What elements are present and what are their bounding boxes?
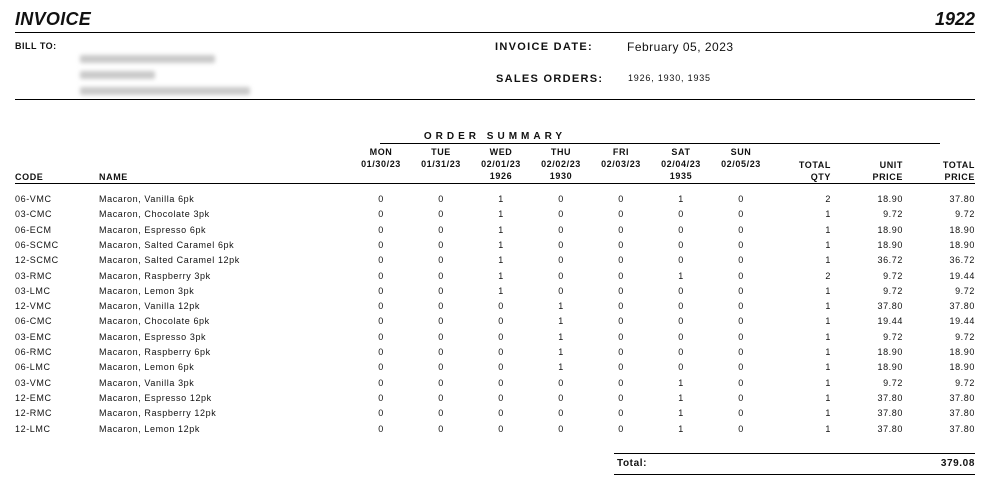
item-day-qty: 1 <box>678 378 684 388</box>
col-day-day: MON <box>369 147 393 157</box>
item-unit-price: 18.90 <box>877 225 903 235</box>
item-day-qty: 0 <box>678 347 684 357</box>
item-unit-price: 36.72 <box>877 255 903 265</box>
item-day-qty: 0 <box>618 286 624 296</box>
item-day-qty: 0 <box>738 378 744 388</box>
col-day-order <box>601 170 641 182</box>
item-day-qty: 0 <box>678 316 684 326</box>
col-code: CODE <box>15 172 44 182</box>
item-day-qty: 0 <box>378 209 384 219</box>
item-code: 12-SCMC <box>15 255 59 265</box>
item-day-qty: 1 <box>558 301 564 311</box>
total-top-rule <box>614 453 975 454</box>
item-day-qty: 0 <box>378 393 384 403</box>
col-day-1 <box>421 146 461 182</box>
item-total-qty: 2 <box>825 194 831 204</box>
item-day-qty: 0 <box>558 378 564 388</box>
item-code: 12-EMC <box>15 393 52 403</box>
item-day-qty: 0 <box>378 286 384 296</box>
item-day-qty: 0 <box>378 225 384 235</box>
item-total-qty: 2 <box>825 271 831 281</box>
item-total-price: 37.80 <box>949 408 975 418</box>
item-day-qty: 1 <box>498 271 504 281</box>
item-day-qty: 0 <box>678 286 684 296</box>
item-day-qty: 0 <box>618 271 624 281</box>
item-day-qty: 0 <box>618 255 624 265</box>
item-name: Macaron, Vanilla 3pk <box>99 378 195 388</box>
item-name: Macaron, Lemon 3pk <box>99 286 195 296</box>
col-day-4 <box>601 146 641 182</box>
item-day-qty: 1 <box>678 393 684 403</box>
item-day-qty: 0 <box>738 286 744 296</box>
item-day-qty: 0 <box>738 408 744 418</box>
item-day-qty: 1 <box>558 347 564 357</box>
item-day-qty: 0 <box>378 408 384 418</box>
item-day-qty: 0 <box>438 194 444 204</box>
item-total-price: 9.72 <box>955 286 975 296</box>
item-day-qty: 0 <box>558 393 564 403</box>
col-day-order <box>421 170 461 182</box>
item-code: 06-ECM <box>15 225 52 235</box>
item-day-qty: 0 <box>618 362 624 372</box>
col-day-day: SUN <box>730 147 752 157</box>
item-name: Macaron, Espresso 3pk <box>99 332 207 342</box>
item-day-qty: 0 <box>738 225 744 235</box>
col-day-day: WED <box>489 147 513 157</box>
item-day-qty: 0 <box>558 286 564 296</box>
item-day-qty: 0 <box>438 408 444 418</box>
col-total-price-line2: PRICE <box>944 172 975 182</box>
item-name: Macaron, Vanilla 12pk <box>99 301 200 311</box>
item-day-qty: 0 <box>738 393 744 403</box>
total-value: 379.08 <box>940 458 975 469</box>
item-day-qty: 0 <box>498 347 504 357</box>
redacted-line-2 <box>80 71 155 79</box>
item-total-qty: 1 <box>825 209 831 219</box>
item-name: Macaron, Salted Caramel 6pk <box>99 240 235 250</box>
item-total-price: 9.72 <box>955 378 975 388</box>
col-unit-price <box>872 159 903 183</box>
item-day-qty: 0 <box>378 271 384 281</box>
col-day-order: 1926 <box>489 171 513 181</box>
col-day-date: 02/05/23 <box>721 159 761 169</box>
order-summary-rule <box>380 143 940 144</box>
invoice-date-value: February 05, 2023 <box>627 40 734 54</box>
item-total-price: 18.90 <box>949 362 975 372</box>
item-name: Macaron, Raspberry 6pk <box>99 347 211 357</box>
item-day-qty: 0 <box>378 424 384 434</box>
item-day-qty: 0 <box>738 347 744 357</box>
item-unit-price: 37.80 <box>877 301 903 311</box>
item-unit-price: 37.80 <box>877 393 903 403</box>
item-code: 12-RMC <box>15 408 53 418</box>
item-name: Macaron, Espresso 12pk <box>99 393 212 403</box>
item-day-qty: 0 <box>378 240 384 250</box>
redacted-line-3 <box>80 87 250 95</box>
header-divider <box>15 32 975 33</box>
item-day-qty: 1 <box>678 424 684 434</box>
item-code: 03-RMC <box>15 271 53 281</box>
item-total-price: 37.80 <box>949 393 975 403</box>
item-day-qty: 0 <box>558 424 564 434</box>
item-unit-price: 9.72 <box>883 286 903 296</box>
item-day-qty: 0 <box>438 271 444 281</box>
col-day-day: FRI <box>612 147 630 157</box>
item-day-qty: 0 <box>498 301 504 311</box>
item-day-qty: 0 <box>738 332 744 342</box>
item-day-qty: 0 <box>438 209 444 219</box>
col-total-qty-line2: QTY <box>810 172 831 182</box>
item-day-qty: 0 <box>438 393 444 403</box>
item-day-qty: 0 <box>498 332 504 342</box>
item-day-qty: 0 <box>498 316 504 326</box>
item-code: 03-VMC <box>15 378 52 388</box>
col-day-date: 02/03/23 <box>601 159 641 169</box>
invoice-number: 1922 <box>934 9 975 29</box>
item-total-price: 18.90 <box>949 347 975 357</box>
item-day-qty: 0 <box>558 240 564 250</box>
col-day-date: 02/04/23 <box>661 159 701 169</box>
item-day-qty: 1 <box>678 408 684 418</box>
item-total-price: 9.72 <box>955 332 975 342</box>
item-day-qty: 0 <box>438 347 444 357</box>
col-total-qty <box>799 159 831 183</box>
item-day-qty: 0 <box>378 378 384 388</box>
item-unit-price: 18.90 <box>877 347 903 357</box>
item-name: Macaron, Raspberry 12pk <box>99 408 217 418</box>
item-code: 06-VMC <box>15 194 52 204</box>
item-unit-price: 18.90 <box>877 194 903 204</box>
item-day-qty: 1 <box>498 225 504 235</box>
item-total-price: 19.44 <box>949 271 975 281</box>
item-code: 06-SCMC <box>15 240 59 250</box>
item-day-qty: 0 <box>618 378 624 388</box>
item-code: 06-CMC <box>15 316 53 326</box>
item-day-qty: 0 <box>618 424 624 434</box>
item-day-qty: 0 <box>378 362 384 372</box>
sales-orders-label: SALES ORDERS: <box>496 73 604 85</box>
item-unit-price: 9.72 <box>883 271 903 281</box>
item-day-qty: 1 <box>498 240 504 250</box>
col-total-price-line1: TOTAL <box>942 160 975 170</box>
item-day-qty: 0 <box>738 424 744 434</box>
item-day-qty: 0 <box>438 424 444 434</box>
item-day-qty: 0 <box>378 316 384 326</box>
item-day-qty: 0 <box>678 255 684 265</box>
item-day-qty: 0 <box>498 362 504 372</box>
item-day-qty: 0 <box>678 209 684 219</box>
item-day-qty: 1 <box>678 194 684 204</box>
item-total-qty: 1 <box>825 347 831 357</box>
order-summary-title: ORDER SUMMARY <box>423 131 567 142</box>
item-total-qty: 1 <box>825 240 831 250</box>
item-unit-price: 9.72 <box>883 332 903 342</box>
item-name: Macaron, Chocolate 3pk <box>99 209 210 219</box>
item-total-price: 18.90 <box>949 240 975 250</box>
item-day-qty: 0 <box>678 225 684 235</box>
item-total-price: 37.80 <box>949 194 975 204</box>
item-unit-price: 37.80 <box>877 408 903 418</box>
item-day-qty: 0 <box>558 271 564 281</box>
item-day-qty: 0 <box>498 424 504 434</box>
item-unit-price: 9.72 <box>883 209 903 219</box>
col-day-order: 1935 <box>669 171 693 181</box>
item-total-price: 36.72 <box>949 255 975 265</box>
item-name: Macaron, Lemon 6pk <box>99 362 195 372</box>
item-total-qty: 1 <box>825 424 831 434</box>
item-day-qty: 0 <box>498 408 504 418</box>
col-day-3 <box>541 146 581 182</box>
item-day-qty: 0 <box>498 393 504 403</box>
item-day-qty: 0 <box>678 240 684 250</box>
item-day-qty: 0 <box>558 408 564 418</box>
item-day-qty: 0 <box>438 332 444 342</box>
item-name: Macaron, Salted Caramel 12pk <box>99 255 240 265</box>
item-day-qty: 0 <box>438 225 444 235</box>
item-name: Macaron, Raspberry 3pk <box>99 271 211 281</box>
item-code: 06-LMC <box>15 362 51 372</box>
item-day-qty: 0 <box>618 347 624 357</box>
item-day-qty: 0 <box>378 301 384 311</box>
item-day-qty: 0 <box>618 408 624 418</box>
item-total-price: 9.72 <box>955 209 975 219</box>
item-day-qty: 1 <box>558 362 564 372</box>
item-name: Macaron, Chocolate 6pk <box>99 316 210 326</box>
item-unit-price: 18.90 <box>877 362 903 372</box>
item-total-qty: 1 <box>825 393 831 403</box>
item-day-qty: 0 <box>438 362 444 372</box>
item-total-qty: 1 <box>825 301 831 311</box>
item-day-qty: 0 <box>378 332 384 342</box>
item-day-qty: 0 <box>738 271 744 281</box>
address-divider <box>15 99 975 100</box>
col-day-date: 01/30/23 <box>361 159 401 169</box>
item-day-qty: 0 <box>378 194 384 204</box>
sales-orders-value: 1926, 1930, 1935 <box>628 73 711 83</box>
item-day-qty: 0 <box>558 194 564 204</box>
col-unit-price-line1: UNIT <box>879 160 903 170</box>
item-day-qty: 0 <box>558 255 564 265</box>
item-day-qty: 1 <box>498 209 504 219</box>
item-day-qty: 0 <box>678 332 684 342</box>
item-day-qty: 0 <box>558 209 564 219</box>
item-day-qty: 0 <box>738 194 744 204</box>
item-day-qty: 0 <box>678 362 684 372</box>
item-day-qty: 0 <box>618 316 624 326</box>
col-day-date: 02/02/23 <box>541 159 581 169</box>
col-day-5 <box>661 146 701 182</box>
item-day-qty: 0 <box>738 316 744 326</box>
col-day-2 <box>481 146 521 182</box>
item-total-qty: 1 <box>825 255 831 265</box>
col-name: NAME <box>99 172 128 182</box>
col-day-date: 01/31/23 <box>421 159 461 169</box>
item-code: 03-LMC <box>15 286 51 296</box>
item-unit-price: 37.80 <box>877 424 903 434</box>
item-total-qty: 1 <box>825 286 831 296</box>
item-total-qty: 1 <box>825 225 831 235</box>
item-day-qty: 0 <box>558 225 564 235</box>
total-bottom-rule <box>614 474 975 475</box>
item-code: 03-EMC <box>15 332 52 342</box>
item-day-qty: 0 <box>738 362 744 372</box>
item-total-price: 37.80 <box>949 424 975 434</box>
col-day-day: SAT <box>671 147 691 157</box>
item-day-qty: 0 <box>738 209 744 219</box>
table-header-divider <box>15 183 975 184</box>
item-day-qty: 1 <box>498 194 504 204</box>
item-day-qty: 0 <box>438 240 444 250</box>
item-day-qty: 1 <box>558 332 564 342</box>
item-day-qty: 0 <box>618 209 624 219</box>
item-total-price: 18.90 <box>949 225 975 235</box>
item-total-qty: 1 <box>825 362 831 372</box>
col-day-order <box>721 170 761 182</box>
item-code: 03-CMC <box>15 209 53 219</box>
item-day-qty: 0 <box>738 240 744 250</box>
item-name: Macaron, Espresso 6pk <box>99 225 207 235</box>
bill-to-label: BILL TO: <box>15 41 57 51</box>
item-day-qty: 0 <box>438 301 444 311</box>
item-unit-price: 18.90 <box>877 240 903 250</box>
item-day-qty: 0 <box>618 194 624 204</box>
col-total-qty-line1: TOTAL <box>798 160 831 170</box>
item-day-qty: 0 <box>378 347 384 357</box>
item-day-qty: 0 <box>438 316 444 326</box>
item-day-qty: 0 <box>618 225 624 235</box>
col-unit-price-line2: PRICE <box>872 172 903 182</box>
col-day-day: TUE <box>431 147 451 157</box>
item-day-qty: 0 <box>438 378 444 388</box>
item-day-qty: 0 <box>738 301 744 311</box>
invoice-date-label: INVOICE DATE: <box>495 41 593 53</box>
item-name: Macaron, Lemon 12pk <box>99 424 200 434</box>
item-day-qty: 0 <box>378 255 384 265</box>
item-name: Macaron, Vanilla 6pk <box>99 194 195 204</box>
item-day-qty: 1 <box>498 255 504 265</box>
item-total-price: 37.80 <box>949 301 975 311</box>
item-code: 06-RMC <box>15 347 53 357</box>
item-day-qty: 0 <box>498 378 504 388</box>
col-day-0 <box>361 146 401 182</box>
item-day-qty: 0 <box>618 393 624 403</box>
col-day-date: 02/01/23 <box>481 159 521 169</box>
item-unit-price: 19.44 <box>877 316 903 326</box>
item-total-qty: 1 <box>825 316 831 326</box>
item-code: 12-VMC <box>15 301 52 311</box>
col-day-order: 1930 <box>549 171 573 181</box>
item-day-qty: 0 <box>678 301 684 311</box>
item-day-qty: 1 <box>498 286 504 296</box>
item-day-qty: 1 <box>678 271 684 281</box>
item-unit-price: 9.72 <box>883 378 903 388</box>
item-total-qty: 1 <box>825 408 831 418</box>
redacted-line-1 <box>80 55 215 63</box>
col-day-6 <box>721 146 761 182</box>
item-total-qty: 1 <box>825 378 831 388</box>
item-total-price: 19.44 <box>949 316 975 326</box>
invoice-title: INVOICE <box>15 9 92 29</box>
item-day-qty: 0 <box>618 332 624 342</box>
item-total-qty: 1 <box>825 332 831 342</box>
item-day-qty: 0 <box>438 255 444 265</box>
col-day-order <box>361 170 401 182</box>
col-day-day: THU <box>550 147 572 157</box>
item-day-qty: 0 <box>618 240 624 250</box>
item-day-qty: 0 <box>618 301 624 311</box>
col-total-price <box>943 159 975 183</box>
item-day-qty: 1 <box>558 316 564 326</box>
item-day-qty: 0 <box>738 255 744 265</box>
item-day-qty: 0 <box>438 286 444 296</box>
total-label: Total: <box>617 458 648 469</box>
item-code: 12-LMC <box>15 424 51 434</box>
